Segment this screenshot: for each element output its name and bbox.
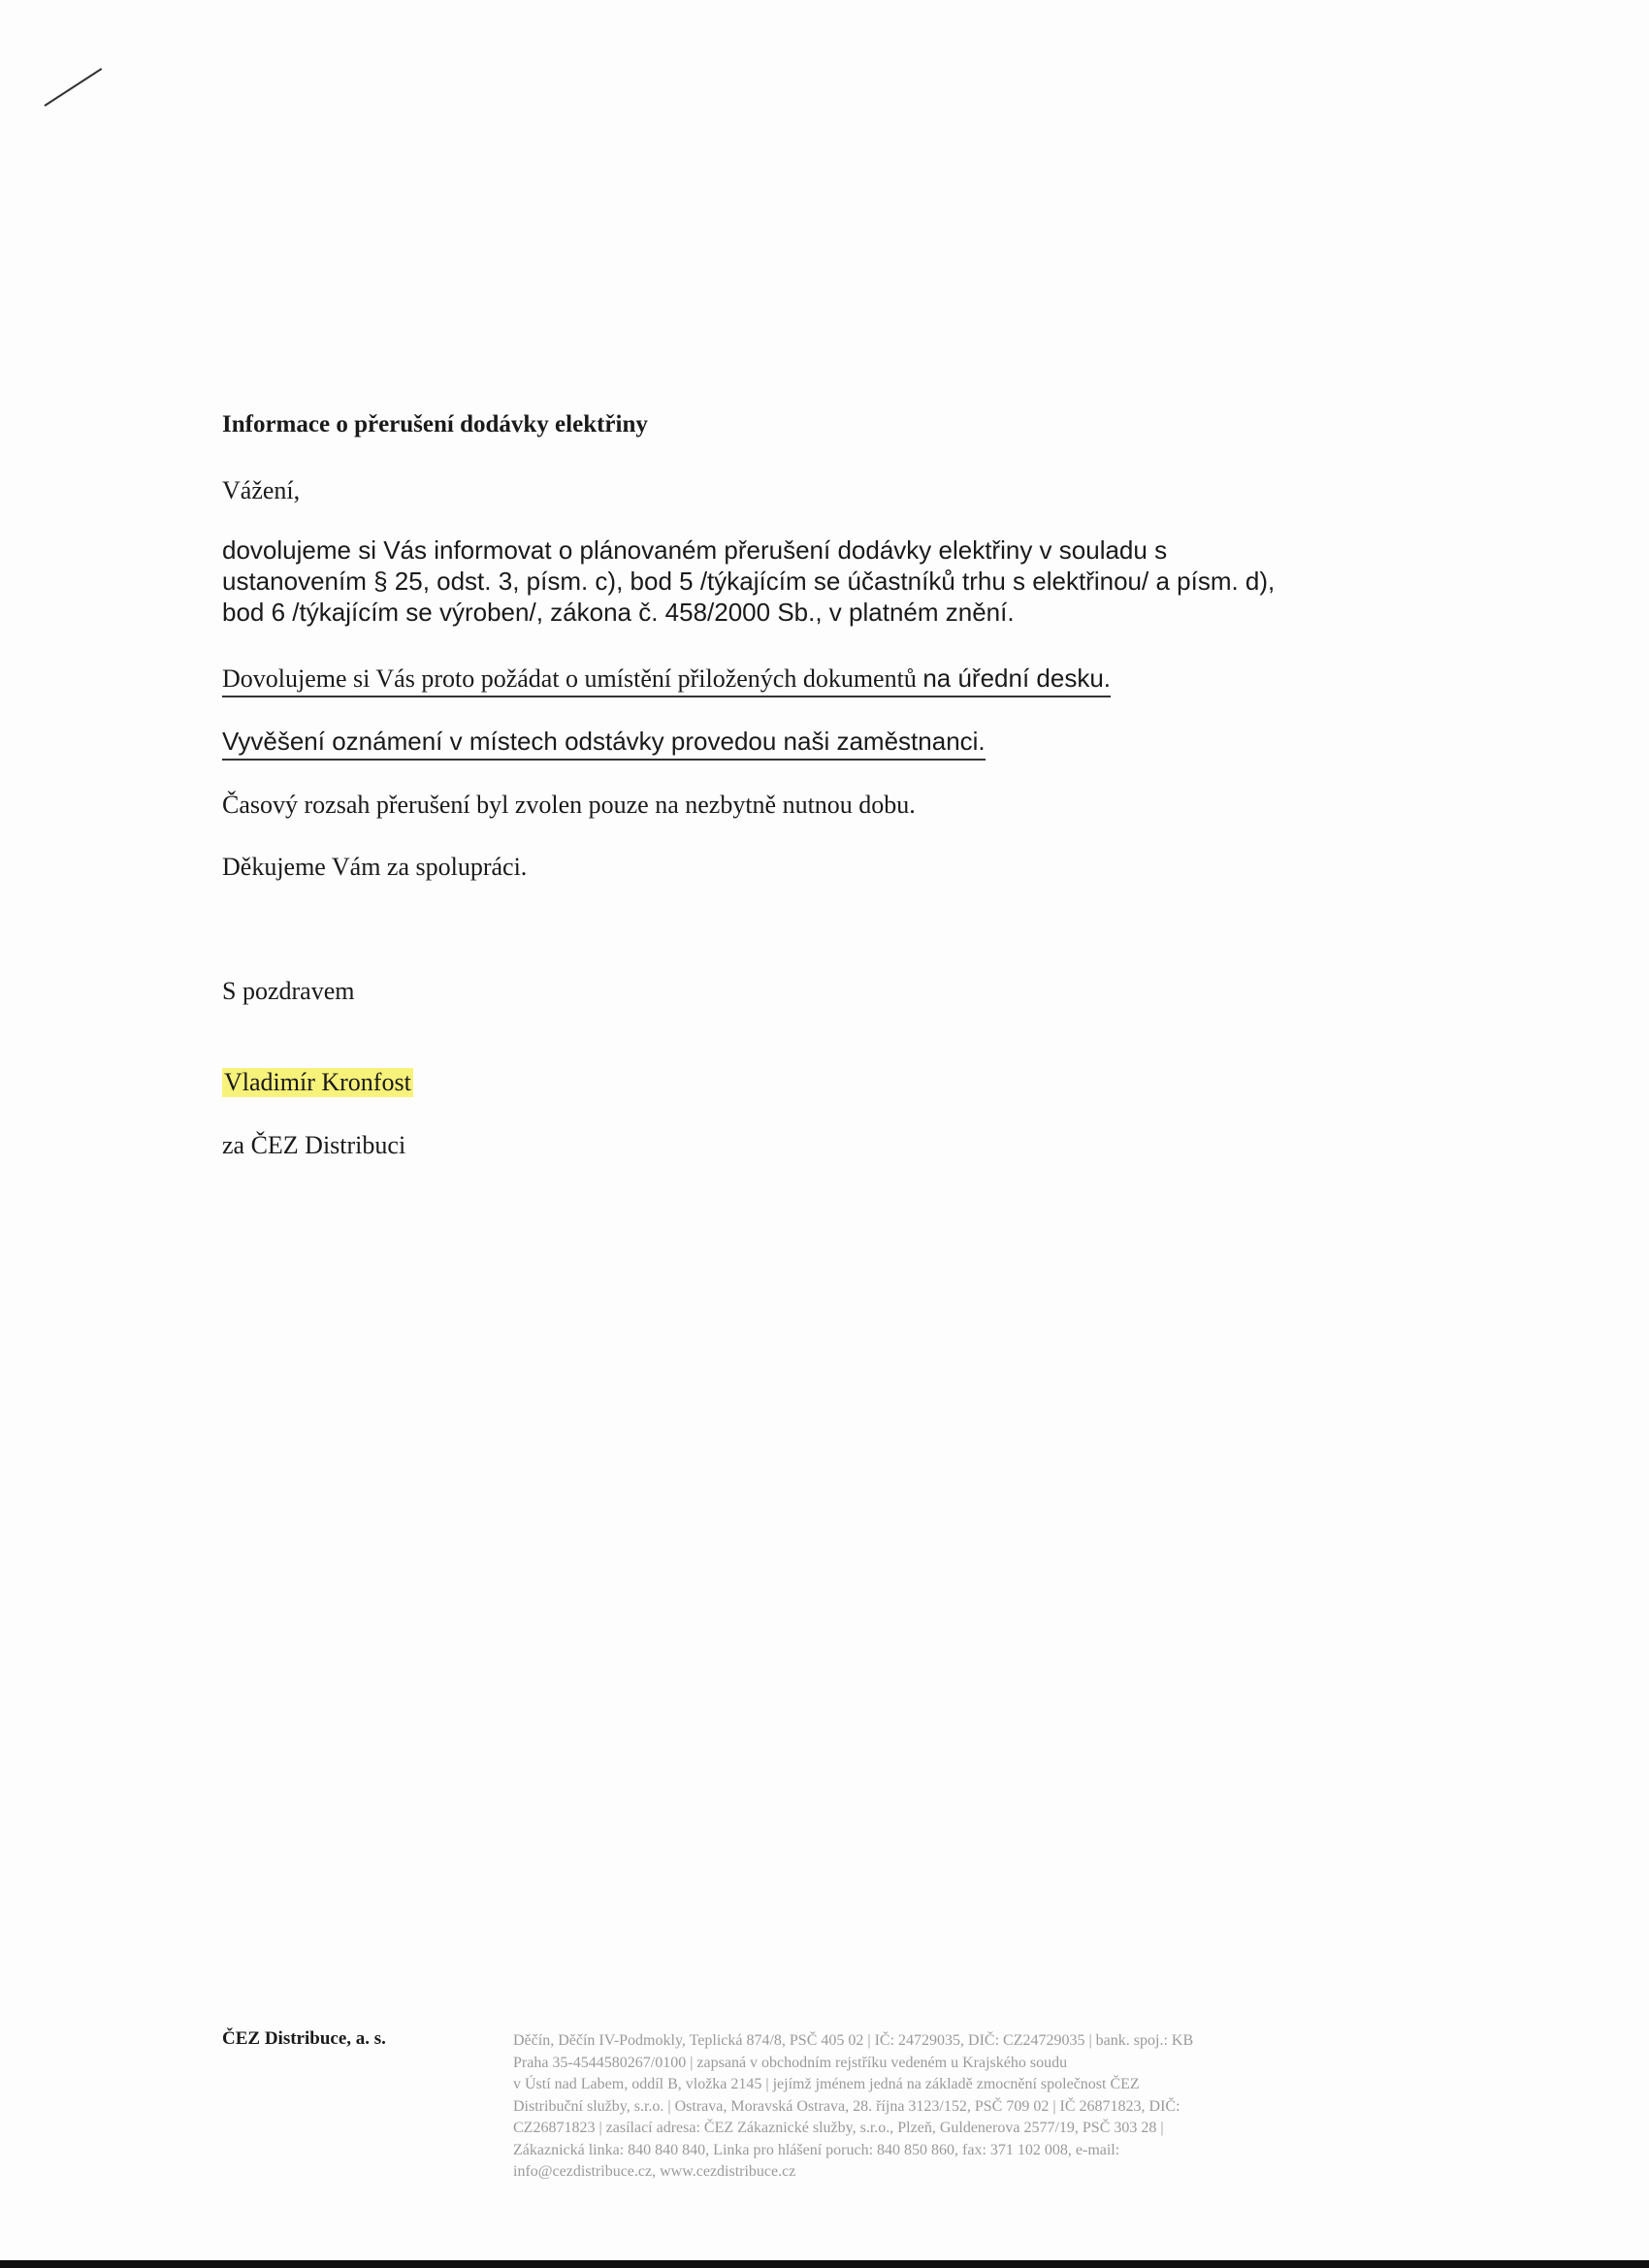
signer-name: Vladimír Kronfost bbox=[224, 1068, 411, 1096]
footer-info-line: info@cezdistribuce.cz, www.cezdistribuce.cz bbox=[513, 2163, 796, 2180]
posting-notice: Vyvěšení oznámení v místech odstávky provedou naši zaměstnanci. bbox=[222, 727, 986, 761]
paragraph-line: bod 6 /týkajícím se výroben/, zákona č. 458/2000 Sb., v platném znění. bbox=[222, 598, 1015, 627]
signer-organization: za ČEZ Distribuci bbox=[222, 1131, 406, 1159]
request-paragraph bbox=[222, 664, 1111, 697]
pen-mark bbox=[44, 68, 102, 107]
footer-info-line: v Ústí nad Labem, oddíl B, vložka 2145 | jejímž jménem jedná na základě zmocnění společnost ČEZ bbox=[513, 2076, 1140, 2092]
footer-info-line: Distribuční služby, s.r.o. | Ostrava, Moravská Ostrava, 28. října 3123/152, PSČ 709 02 | IČ 26871823, DIČ: bbox=[513, 2097, 1180, 2115]
footer-company-name: ČEZ Distribuce, a. s. bbox=[222, 2028, 386, 2049]
paragraph-line: dovolujeme si Vás informovat o plánovaném přerušení dodávky elektřiny v souladu s bbox=[222, 535, 1168, 565]
greeting: Vážení, bbox=[222, 476, 301, 504]
request-text-desk: na úřední desku. bbox=[922, 664, 1112, 693]
footer-company-info bbox=[513, 2030, 1347, 2184]
footer-info-line: Praha 35-4544580267/0100 | zapsaná v obchodním rejstříku vedeném u Krajského soudu bbox=[513, 2054, 1068, 2071]
footer-info-line: CZ26871823 | zasílací adresa: ČEZ Zákaznické služby, s.r.o., Plzeň, Guldenerova 2577/19, PSČ 303 28 | bbox=[513, 2120, 1164, 2136]
main-paragraph bbox=[222, 535, 1415, 628]
paragraph-line: ustanovením § 25, odst. 3, písm. c), bod 5 /týkajícím se účastníků trhu s elektřinou/ a písm. d), bbox=[222, 567, 1276, 596]
duration-note: Časový rozsah přerušení byl zvolen pouze na nezbytně nutnou dobu. bbox=[222, 791, 916, 819]
letter-title: Informace o přerušení dodávky elektřiny bbox=[222, 411, 648, 437]
footer-info-line: Zákaznická linka: 840 840 840, Linka pro hlášení poruch: 840 850 860, fax: 371 102 008, e-mail: bbox=[513, 2141, 1120, 2158]
scan-edge bbox=[0, 2260, 1649, 2268]
closing-line: S pozdravem bbox=[222, 977, 355, 1005]
request-text: Dovolujeme si Vás proto požádat o umístění přiložených dokumentů bbox=[222, 664, 923, 693]
footer-info-line: Děčín, Děčín IV-Podmokly, Teplická 874/8, PSČ 405 02 | IČ: 24729035, DIČ: CZ24729035 | bank. spoj.: KB bbox=[513, 2032, 1194, 2049]
thanks-line: Děkujeme Vám za spolupráci. bbox=[222, 853, 528, 881]
